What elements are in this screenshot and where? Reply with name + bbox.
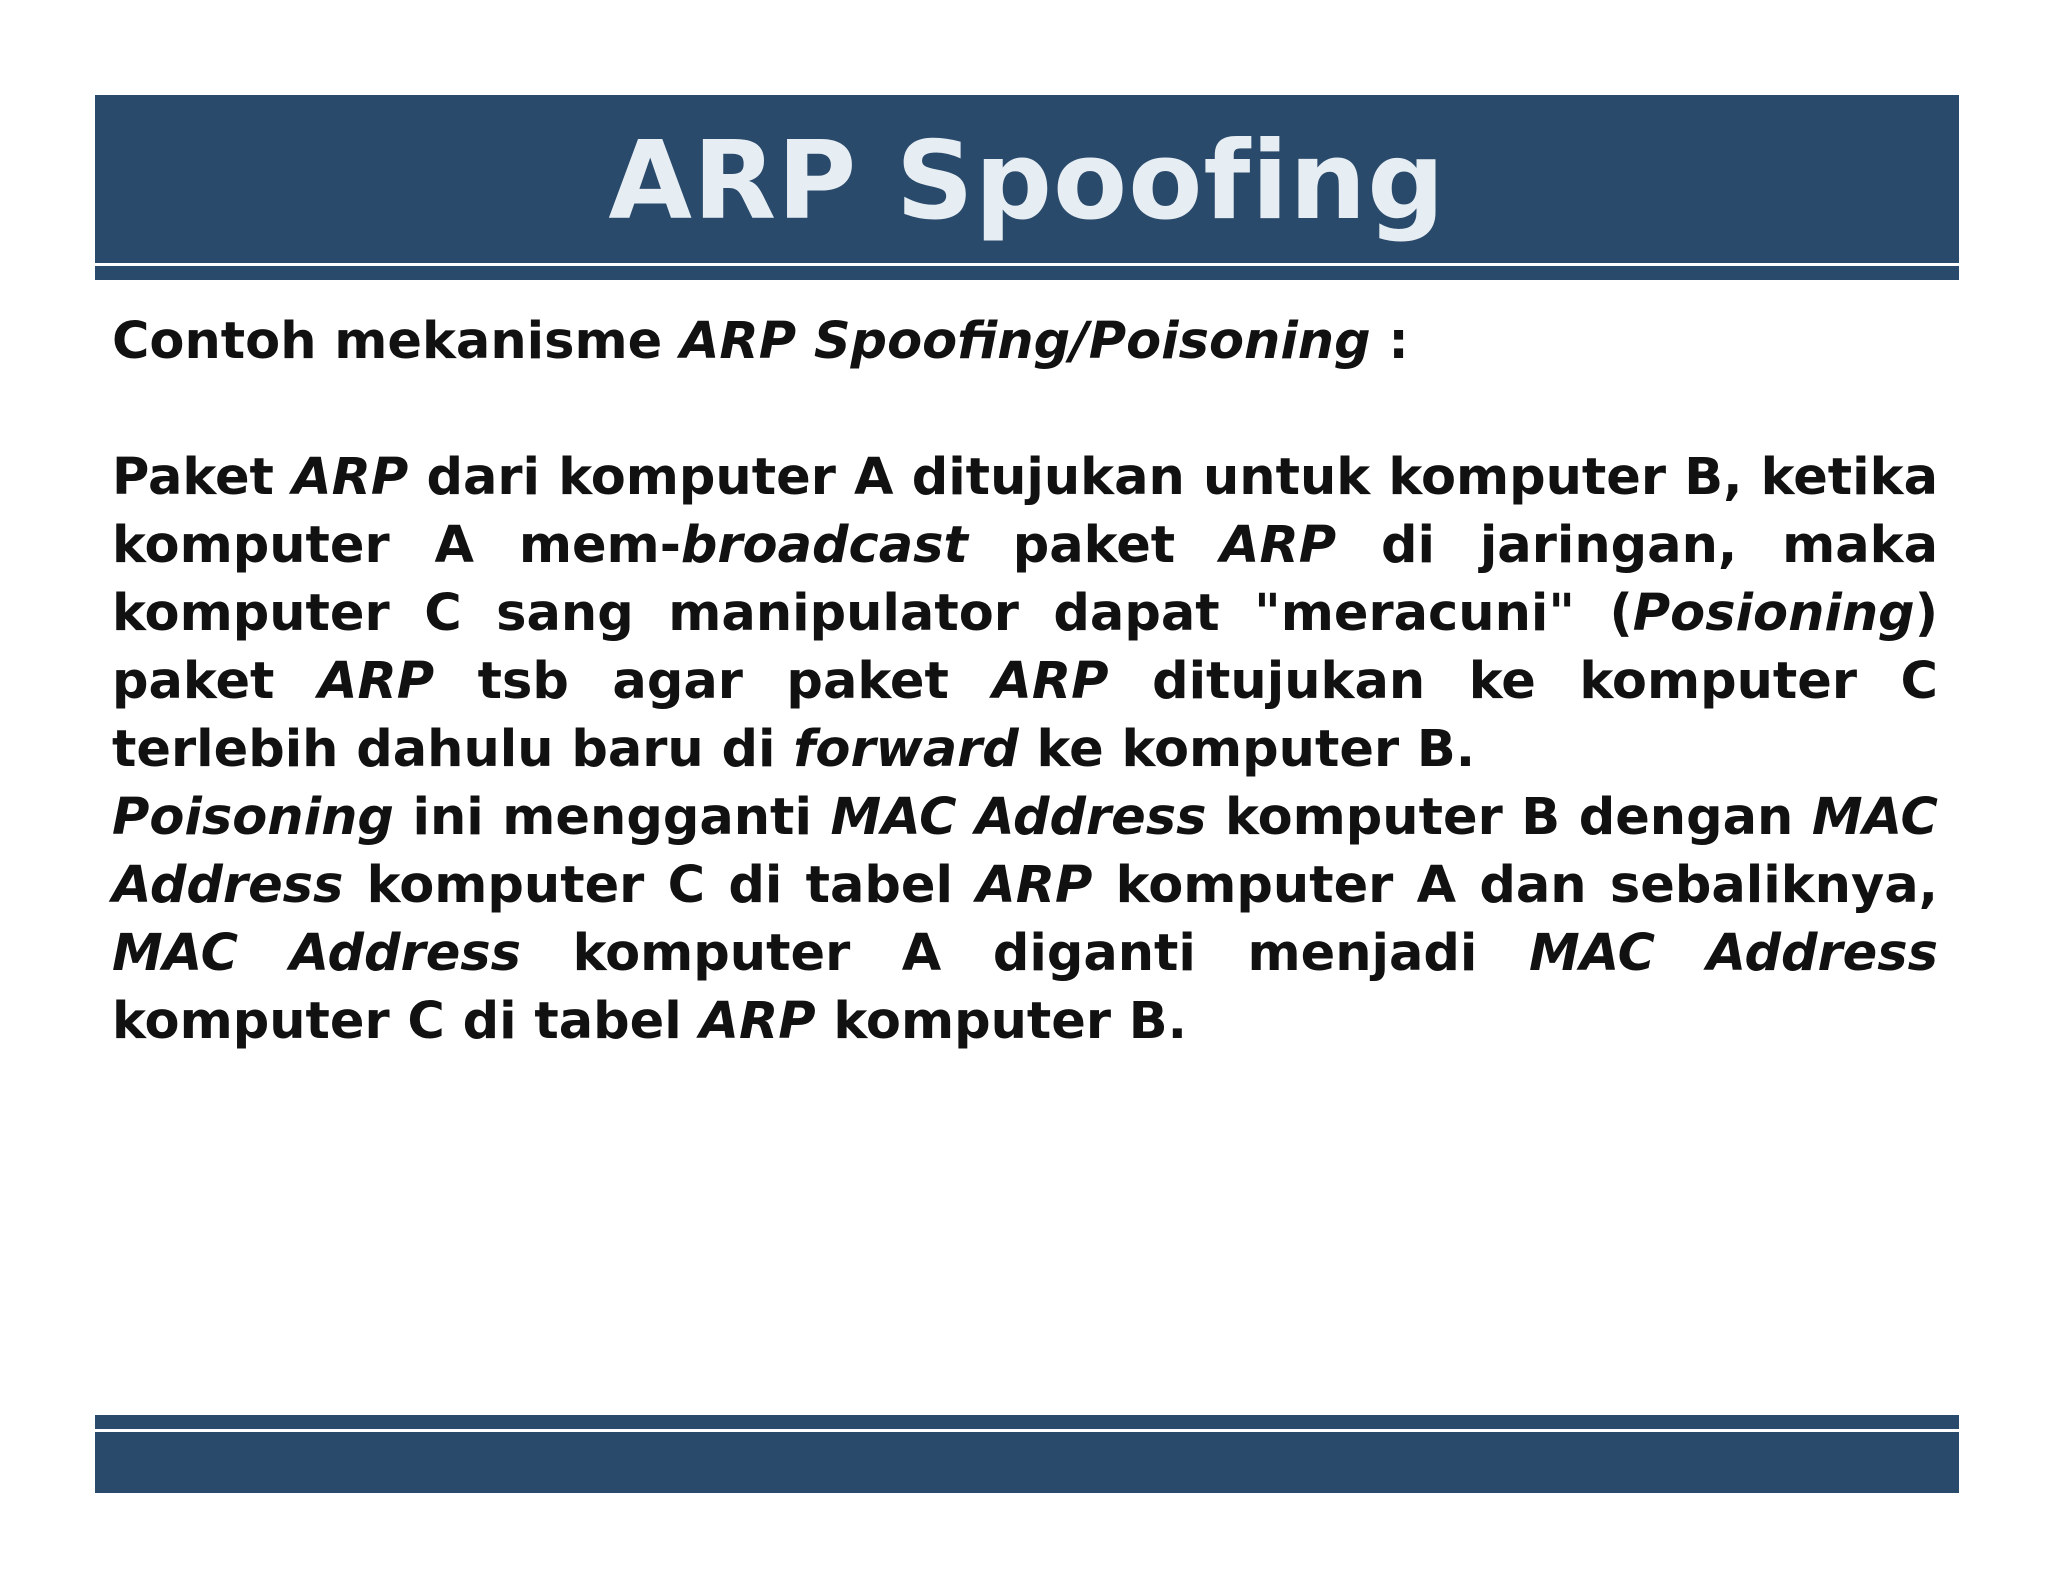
text-run: di jaringan, maka komputer C sang manipulator dapat "meracuni" ( [112,516,1938,643]
title-banner-inner [95,95,1959,263]
text-run-italic: MAC Address [1528,924,1938,983]
intro-line [112,308,1938,376]
text-run-italic: Poisoning [112,788,394,847]
text-run-italic: ARP [699,992,816,1051]
text-run-italic: broadcast [680,516,968,575]
intro-tail: : [1370,312,1409,371]
slide-body [112,308,1938,1056]
text-run: komputer C di tabel [112,992,700,1051]
text-run-italic: MAC Address [112,924,522,983]
text-run: tsb agar paket [434,652,993,711]
text-run: Paket [112,448,293,507]
slide-title: ARP Spoofing [608,119,1446,244]
text-run: komputer A dan sebaliknya, [1092,856,1938,915]
text-run: ) paket [112,584,1938,711]
title-divider [95,263,1959,266]
text-run: ini mengganti [393,788,831,847]
text-run-italic: ARP [317,652,435,711]
footer-divider [95,1429,1959,1432]
text-run-italic: MAC Address [830,788,1207,847]
text-run-italic: ARP [292,448,409,507]
text-run: komputer B. [815,992,1188,1051]
paragraph-poisoning [112,784,1938,1056]
text-run: komputer A diganti menjadi [521,924,1529,983]
text-run-italic: forward [793,720,1019,779]
text-run-italic: MAC Address [112,788,1938,915]
text-run: ke komputer B. [1018,720,1476,779]
intro-topic: ARP Spoofing/Poisoning [679,312,1371,371]
text-run: paket [967,516,1221,575]
intro-lead: Contoh mekanisme [112,312,680,371]
text-run: ditujukan ke komputer C terlebih dahulu baru di [112,652,1938,779]
title-banner [95,95,1959,280]
text-run-italic: ARP [1220,516,1337,575]
text-run: komputer C di tabel [343,856,977,915]
text-run: dari komputer A ditujukan untuk komputer B, ketika komputer A mem- [112,448,1938,575]
paragraph-arp-packet [112,444,1938,784]
text-run-italic: ARP [976,856,1093,915]
footer-banner [95,1415,1959,1493]
text-run: komputer B dengan [1206,788,1812,847]
text-run-italic: ARP [992,652,1109,711]
text-run-italic: Posioning [1632,584,1915,643]
